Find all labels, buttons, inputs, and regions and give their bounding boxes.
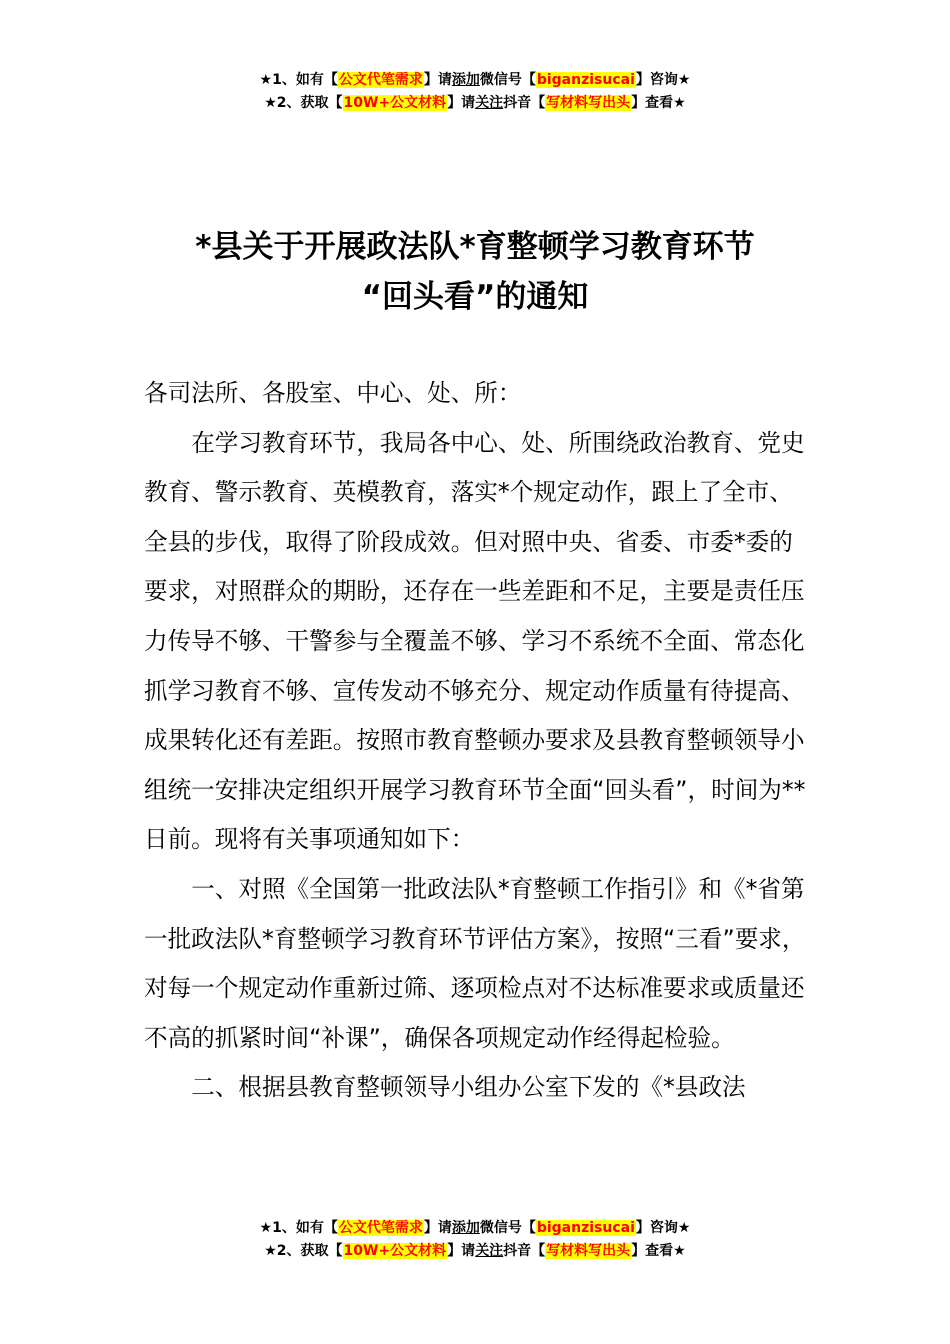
banner-text: ★1、如有【 xyxy=(259,72,338,88)
banner-text: 微信号【 xyxy=(479,1220,536,1236)
title-line-1: *县关于开展政法队*育整顿学习教育环节 xyxy=(195,229,755,265)
banner-text: 】查看★ xyxy=(631,95,686,111)
wechat-id-highlight: biganzisucai xyxy=(536,1220,635,1236)
banner-text: 】请 xyxy=(423,72,452,88)
banner-text: 】咨询★ xyxy=(635,72,691,88)
header-banner xyxy=(0,69,950,115)
highlight-text: 10W+公文材料 xyxy=(343,1243,447,1259)
banner-text: ★2、获取【 xyxy=(264,1243,343,1259)
banner-text: 】请 xyxy=(447,1243,476,1259)
footer-banner xyxy=(0,1217,950,1263)
highlight-text: 10W+公文材料 xyxy=(343,95,447,111)
banner-text: 微信号【 xyxy=(479,72,536,88)
emphasis-text: 关注 xyxy=(475,95,504,111)
banner-text: 抖音【 xyxy=(503,95,546,111)
paragraph: 一、对照《全国第一批政法队*育整顿工作指引》和《*省第一批政法队*育整顿学习教育环节评估方案》，按照“三看”要求，对每一个规定动作重新过筛、逐项检点对不达标准要求或质量还不高的抓紧时间“补课”，确保各项规定动作经得起检验。 xyxy=(144,874,806,1052)
emphasis-text: 关注 xyxy=(475,1243,504,1259)
wechat-id-highlight: biganzisucai xyxy=(536,72,635,88)
douyin-id-highlight: 写材料写出头 xyxy=(546,95,631,111)
banner-line-2 xyxy=(0,92,950,115)
banner-text: 】请 xyxy=(447,95,476,111)
document-body xyxy=(144,369,814,1113)
douyin-id-highlight: 写材料写出头 xyxy=(546,1243,631,1259)
banner-text: ★1、如有【 xyxy=(259,1220,338,1236)
emphasis-text: 添加 xyxy=(451,72,480,88)
banner-line-1 xyxy=(0,1217,950,1240)
banner-text: 】查看★ xyxy=(631,1243,686,1259)
paragraph: 在学习教育环节，我局各中心、处、所围绕政治教育、党史教育、警示教育、英模教育，落实*个规定动作，跟上了全市、全县的步伐，取得了阶段成效。但对照中央、省委、市委*委的要求，对照群众的期盼，还存在一些差距和不足，主要是责任压力传导不够、干警参与全覆盖不够、学习不系统不全面、常态化抓学习教育不够、宣传发动不够充分、规定动作质量有待提高、成果转化还有差距。按照市教育整顿办要求及县教育整顿领导小组统一安排决定组织开展学习教育环节全面“回头看”，时间为**日前。现将有关事项通知如下： xyxy=(144,428,806,854)
banner-text: ★2、获取【 xyxy=(264,95,343,111)
paragraph: 二、根据县教育整顿领导小组办公室下发的《*县政法 xyxy=(191,1073,746,1102)
banner-text: 抖音【 xyxy=(503,1243,546,1259)
banner-line-1 xyxy=(0,69,950,92)
title-line-2: “回头看”的通知 xyxy=(361,279,589,315)
banner-text: 】咨询★ xyxy=(635,1220,691,1236)
banner-text: 】请 xyxy=(423,1220,452,1236)
banner-line-2 xyxy=(0,1240,950,1263)
salutation: 各司法所、各股室、中心、处、所： xyxy=(144,379,522,407)
emphasis-text: 添加 xyxy=(451,1220,480,1236)
highlight-text: 公文代笔需求 xyxy=(338,72,423,88)
document-title xyxy=(0,222,950,322)
highlight-text: 公文代笔需求 xyxy=(338,1220,423,1236)
